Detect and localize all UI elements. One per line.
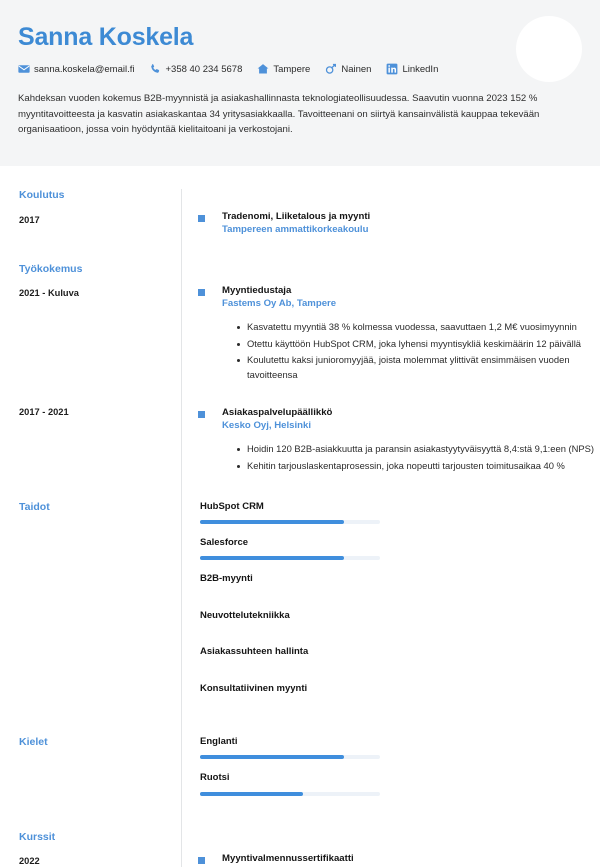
entry-marker-icon bbox=[198, 411, 205, 418]
section-title-languages: Kielet bbox=[19, 735, 48, 748]
experience-right-column-1 bbox=[181, 407, 600, 476]
section-experience-second bbox=[0, 407, 600, 476]
skill-name-2: B2B-myynti bbox=[200, 573, 253, 585]
skill-name-4: Asiakassuhteen hallinta bbox=[200, 646, 309, 658]
section-experience bbox=[0, 263, 600, 385]
education-left-column bbox=[0, 189, 181, 226]
education-date: 2017 bbox=[19, 214, 40, 225]
skill-item-2 bbox=[200, 573, 404, 596]
contact-email-label: sanna.koskela@email.fi bbox=[34, 63, 135, 75]
skill-name-3: Neuvottelutekniikka bbox=[200, 609, 290, 621]
languages-left-column bbox=[0, 736, 181, 749]
courses-right-column bbox=[181, 831, 600, 866]
contact-phone[interactable] bbox=[149, 63, 242, 75]
experience-title-1: Asiakaspalvelupäällikkö bbox=[222, 407, 333, 419]
skill-name-5: Konsultatiivinen myynti bbox=[200, 682, 308, 694]
skill-bar-1 bbox=[200, 556, 380, 560]
section-title-experience: Työkokemus bbox=[19, 262, 83, 275]
list-item: Koulutettu kaksi junioromyyjää, joista molemmat ylittivät ensimmäisen vuoden tavoitteensa bbox=[237, 353, 599, 383]
experience-date-0: 2021 - Kuluva bbox=[19, 288, 79, 299]
experience-left-column-1 bbox=[0, 407, 181, 418]
language-name-1: Ruotsi bbox=[200, 772, 230, 784]
resume-header bbox=[0, 0, 600, 166]
gender-icon bbox=[325, 63, 337, 75]
avatar bbox=[516, 16, 582, 82]
contact-location-label: Tampere bbox=[273, 63, 311, 75]
experience-org-1: Kesko Oyj, Helsinki bbox=[222, 420, 312, 432]
skill-bar-fill-1 bbox=[200, 556, 344, 560]
courses-entry bbox=[181, 853, 600, 866]
experience-entry-1 bbox=[181, 407, 600, 474]
language-bar-fill-1 bbox=[200, 792, 303, 796]
professional-summary: Kahdeksan vuoden kokemus B2B-myynnistä ja asiakashallinnasta teknologiateollisuudessa. Saavutin vuonna 2023 152 % myyntitavoitteesta ja kasvatin asiakaskantaa 34 yritysasiakkaalla. Tavoitteenani on siirtyä kansainvälistä kauppaa tekevään organisaatioon, jossa voin hyödyntää kielitaitoani ja verkostojani. bbox=[18, 93, 540, 136]
skills-grid bbox=[181, 501, 600, 719]
skill-item-1 bbox=[200, 537, 404, 560]
skill-name-1: Salesforce bbox=[200, 537, 249, 549]
language-name-0: Englanti bbox=[200, 735, 238, 747]
list-item: Kehitin tarjouslaskentaprosessin, joka nopeutti tarjousten toimitusaikaa 40 % bbox=[237, 459, 599, 474]
language-bar-1 bbox=[200, 792, 380, 796]
education-degree: Tradenomi, Liiketalous ja myynti bbox=[222, 211, 371, 222]
skill-bar-placeholder-4 bbox=[200, 666, 380, 670]
section-courses bbox=[0, 831, 600, 867]
languages-right-column bbox=[181, 736, 600, 809]
skills-left-column bbox=[0, 501, 181, 514]
entry-marker-icon bbox=[198, 215, 205, 222]
experience-org-0: Fastems Oy Ab, Tampere bbox=[222, 297, 337, 309]
contact-location bbox=[257, 63, 310, 75]
section-languages bbox=[0, 736, 600, 809]
skill-bar-placeholder-5 bbox=[200, 702, 380, 706]
contact-gender bbox=[325, 63, 371, 75]
education-institution: Tampereen ammattikorkeakoulu bbox=[222, 223, 369, 235]
courses-left-column bbox=[0, 831, 181, 867]
skill-item-5 bbox=[200, 683, 404, 706]
home-icon bbox=[257, 63, 269, 75]
contact-linkedin-label: LinkedIn bbox=[402, 63, 439, 75]
section-skills bbox=[0, 501, 600, 719]
contact-row bbox=[18, 63, 582, 75]
experience-bullets-0 bbox=[222, 320, 600, 383]
resume-body bbox=[0, 189, 600, 867]
education-entry bbox=[181, 211, 600, 237]
list-item: Hoidin 120 B2B-asiakkuutta ja paransin asiakastyytyväisyyttä 8,4:stä 9,1:een (NPS) bbox=[237, 442, 599, 457]
experience-date-1: 2017 - 2021 bbox=[19, 407, 69, 418]
contact-gender-label: Nainen bbox=[341, 63, 372, 75]
section-education bbox=[0, 189, 600, 237]
phone-icon bbox=[149, 63, 161, 75]
language-bar-0 bbox=[200, 755, 380, 759]
contact-phone-label: +358 40 234 5678 bbox=[165, 63, 243, 75]
skill-name-0: HubSpot CRM bbox=[200, 500, 264, 512]
contact-email[interactable] bbox=[18, 63, 134, 75]
entry-marker-icon bbox=[198, 857, 205, 864]
experience-left-column bbox=[0, 263, 181, 300]
language-bar-fill-0 bbox=[200, 755, 344, 759]
linkedin-icon bbox=[386, 63, 398, 75]
entry-marker-icon bbox=[198, 289, 205, 296]
experience-entry-0 bbox=[181, 285, 600, 383]
skills-right-column bbox=[181, 501, 600, 719]
skill-item-0 bbox=[200, 501, 404, 524]
skill-item-4 bbox=[200, 646, 404, 669]
list-item: Kasvatettu myyntiä 38 % kolmessa vuodessa, saavuttaen 1,2 M€ vuosimyynnin bbox=[237, 320, 599, 335]
section-title-skills: Taidot bbox=[19, 500, 50, 513]
list-item: Otettu käyttöön HubSpot CRM, joka lyhensi myyntisykliä keskimäärin 12 päivällä bbox=[237, 337, 599, 352]
language-item-1 bbox=[200, 772, 404, 795]
contact-linkedin[interactable] bbox=[386, 63, 438, 75]
section-title-courses: Kurssit bbox=[19, 830, 56, 843]
courses-date: 2022 bbox=[19, 856, 40, 867]
education-right-column bbox=[181, 189, 600, 237]
section-title-education: Koulutus bbox=[19, 189, 65, 201]
page-title: Sanna Koskela bbox=[18, 23, 194, 51]
skill-item-3 bbox=[200, 610, 404, 633]
skill-bar-fill-0 bbox=[200, 520, 344, 524]
languages-grid bbox=[181, 736, 600, 809]
skill-bar-placeholder-2 bbox=[200, 593, 380, 597]
email-icon bbox=[18, 63, 30, 75]
skill-bar-placeholder-3 bbox=[200, 629, 380, 633]
experience-title-0: Myyntiedustaja bbox=[222, 284, 292, 296]
language-item-0 bbox=[200, 736, 404, 759]
experience-bullets-1 bbox=[222, 442, 600, 474]
experience-right-column-0 bbox=[181, 263, 600, 385]
skill-bar-0 bbox=[200, 520, 380, 524]
courses-title: Myyntivalmennussertifikaatti bbox=[222, 852, 354, 864]
